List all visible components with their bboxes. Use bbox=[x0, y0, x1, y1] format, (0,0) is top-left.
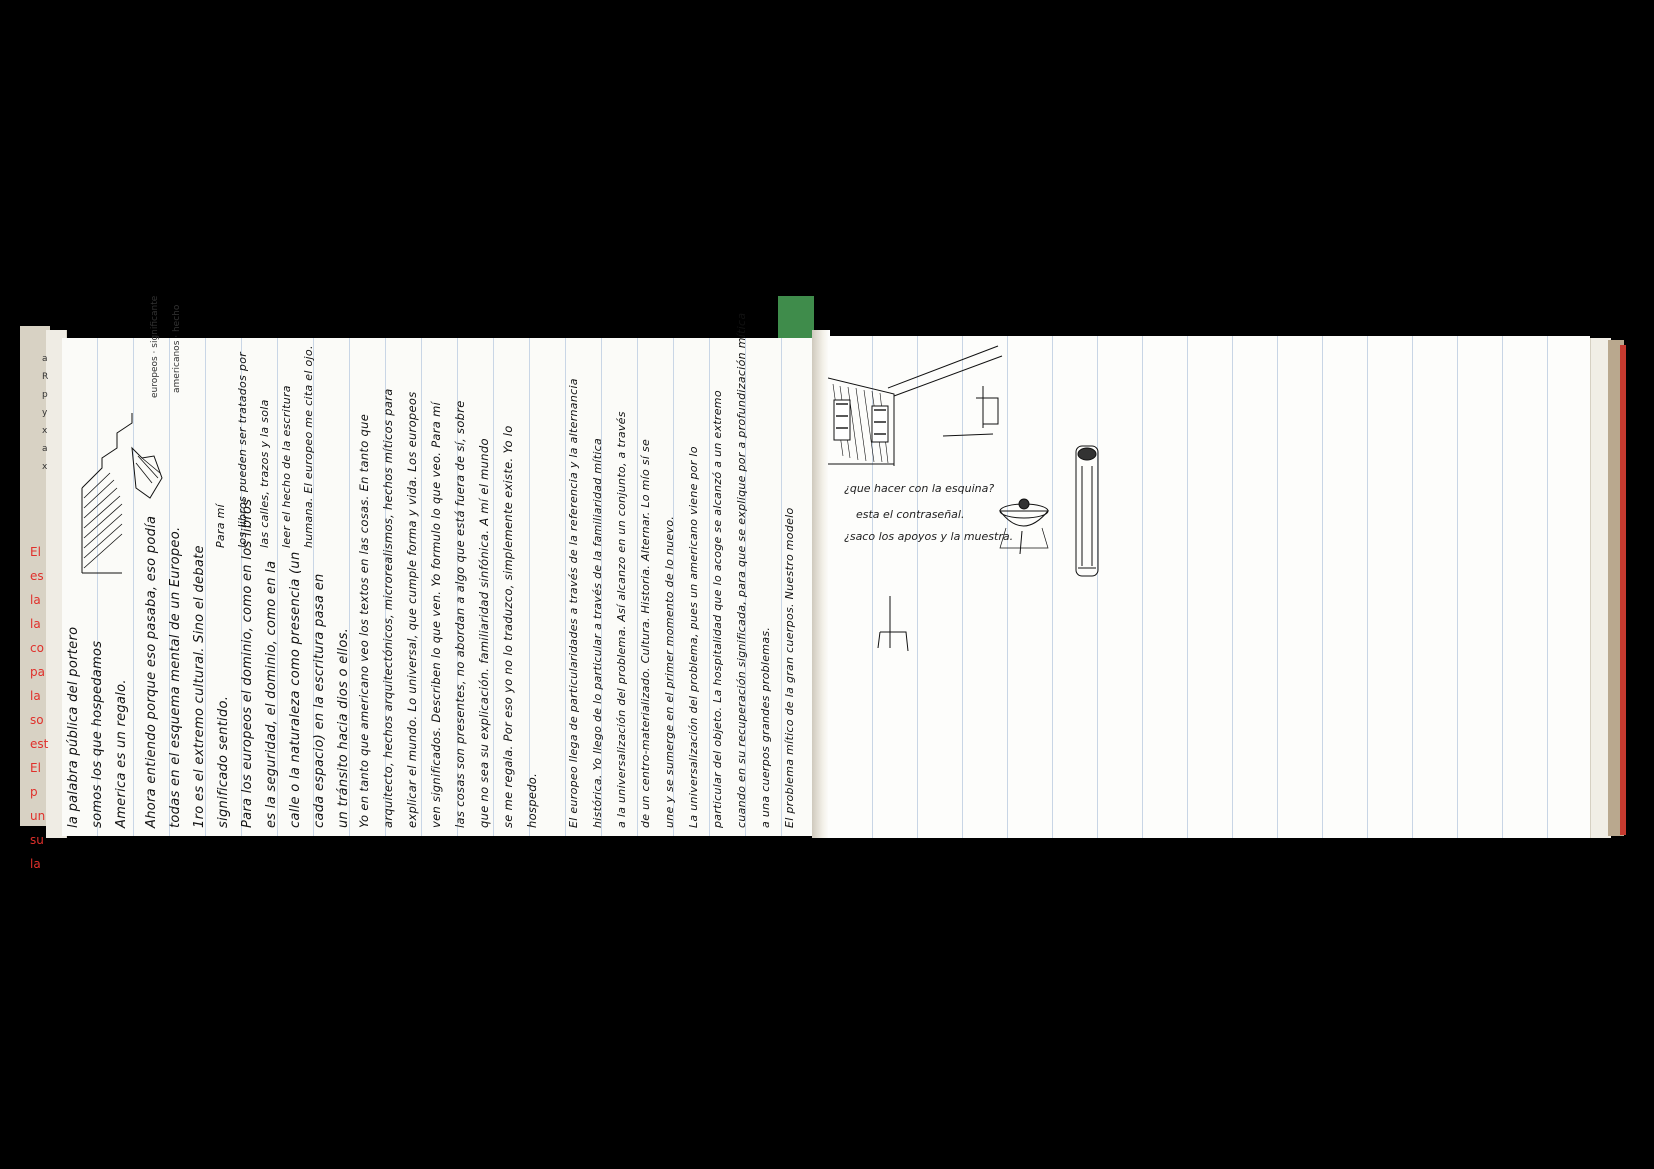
text-line: humana. El europeo me cita el ojo. bbox=[302, 345, 315, 548]
text-line: La universalización del problema, pues un americano viene por lo bbox=[687, 446, 700, 828]
text-line: particular del objeto. La hospitalidad que lo acoge se alcanzó a un extremo bbox=[711, 390, 724, 828]
red-letter: la bbox=[30, 617, 41, 631]
red-letter: su bbox=[30, 833, 44, 847]
red-letter: la bbox=[30, 857, 41, 871]
text-line: explicar el mundo. Lo universal, que cumple forma y vida. Los europeos bbox=[405, 391, 419, 828]
edge-mark: a bbox=[42, 354, 48, 364]
text-line: Para los europeos el dominio, como en los libros bbox=[240, 498, 255, 828]
text-line: somos los que hospedamos bbox=[90, 640, 105, 828]
text-column-1 bbox=[62, 578, 134, 828]
text-line: hospedo. bbox=[525, 772, 539, 828]
text-line: cada espacio) en la escritura pasa en bbox=[312, 573, 327, 828]
note-corner-question: ¿que hacer con la esquina? bbox=[844, 482, 995, 495]
red-letter: p bbox=[30, 785, 38, 799]
text-line: histórica. Yo llego de lo particular a través de la familiaridad mítica bbox=[591, 437, 604, 828]
text-line: a la universalización del problema. Así alcanzo en un conjunto, a través bbox=[615, 411, 628, 828]
text-line: es la seguridad, el dominio, como en la bbox=[264, 560, 279, 828]
text-column-5 bbox=[352, 348, 544, 828]
edge-mark: R bbox=[42, 372, 49, 382]
text-line: a una cuerpos grandes problemas. bbox=[759, 626, 772, 828]
text-column-4 bbox=[210, 345, 320, 548]
text-line: El problema mítico de la gran cuerpos. Nuestro modelo bbox=[783, 507, 796, 828]
text-line: se me regala. Por eso yo no lo traduzco, simplemente existe. Yo lo bbox=[501, 425, 515, 828]
red-cover-edge bbox=[1620, 345, 1626, 835]
text-line: la palabra pública del portero bbox=[66, 626, 81, 828]
edge-mark: a bbox=[42, 444, 48, 454]
red-letter: El bbox=[30, 545, 41, 559]
text-line: que no sea su explicación. familiaridad sinfónica. A mí el mundo bbox=[477, 438, 491, 828]
note-apoyos: ¿saco los apoyos y la muestra. bbox=[844, 530, 1014, 543]
text-line: Yo en tanto que americano veo los textos en las cosas. En tanto que bbox=[357, 413, 371, 828]
text-line: las cosas son presentes, no abordan a algo que está fuera de sí, sobre bbox=[453, 400, 467, 828]
text-line: arquitecto, hechos arquitectónicos, microrealismos, hechos míticos para bbox=[381, 388, 395, 828]
edge-mark: p bbox=[42, 390, 48, 400]
text-line: ven significados. Describen lo que ven. Yo formulo lo que veo. Para mí bbox=[429, 401, 443, 828]
red-letter: la bbox=[30, 593, 41, 607]
red-letter: so bbox=[30, 713, 44, 727]
red-letter: El bbox=[30, 761, 41, 775]
red-letter: un bbox=[30, 809, 46, 823]
red-letter: es bbox=[30, 569, 44, 583]
text-line: calle o la naturaleza como presencia (un bbox=[288, 551, 303, 828]
text-column-6 bbox=[562, 312, 802, 828]
edge-mark: x bbox=[42, 426, 48, 436]
note-contraseñal: esta el contraseñal. bbox=[856, 508, 965, 521]
right-page-sketches bbox=[828, 336, 1590, 838]
edge-mark: y bbox=[42, 408, 48, 418]
text-line: Para mí bbox=[214, 503, 227, 548]
red-letter: est bbox=[30, 737, 49, 751]
label-americanos: americanos · hecho bbox=[172, 304, 182, 393]
left-page bbox=[62, 295, 814, 836]
edge-marks bbox=[42, 350, 52, 476]
text-line: Ahora entiendo porque eso pasaba, eso podía bbox=[144, 515, 159, 828]
text-line: las calles, trazos y la sola bbox=[258, 399, 271, 548]
text-line: significado sentido. bbox=[216, 695, 231, 828]
text-line: todas en el esquema mental de un Europeo. bbox=[168, 526, 183, 828]
red-letter: la bbox=[30, 689, 41, 703]
label-europeos: europeos · significante bbox=[150, 295, 160, 398]
text-line: cuando en su recuperación significada, para que se explique por a profundización mítica bbox=[735, 312, 748, 828]
text-line: un tránsito hacia dios o ellos. bbox=[336, 627, 351, 828]
text-line: 1ro es el extremo cultural. Sino el debate bbox=[192, 545, 207, 828]
text-line: America es un regalo. bbox=[114, 679, 129, 828]
right-page bbox=[828, 336, 1590, 838]
text-line: El europeo llega de particularidades a través de la referencia y la alternancia bbox=[567, 378, 580, 828]
red-margin-text bbox=[30, 540, 50, 876]
red-letter: co bbox=[30, 641, 44, 655]
text-line: de un centro-materializado. Cultura. Historia. Alternar. Lo mío sí se bbox=[639, 438, 652, 828]
text-line: leer el hecho de la escritura bbox=[280, 385, 293, 548]
text-line: los libros pueden ser tratados por bbox=[236, 351, 249, 548]
edge-mark: x bbox=[42, 462, 48, 472]
text-line: une y se sumerge en el primer momento de lo nuevo. bbox=[663, 515, 676, 828]
red-letter: pa bbox=[30, 665, 45, 679]
